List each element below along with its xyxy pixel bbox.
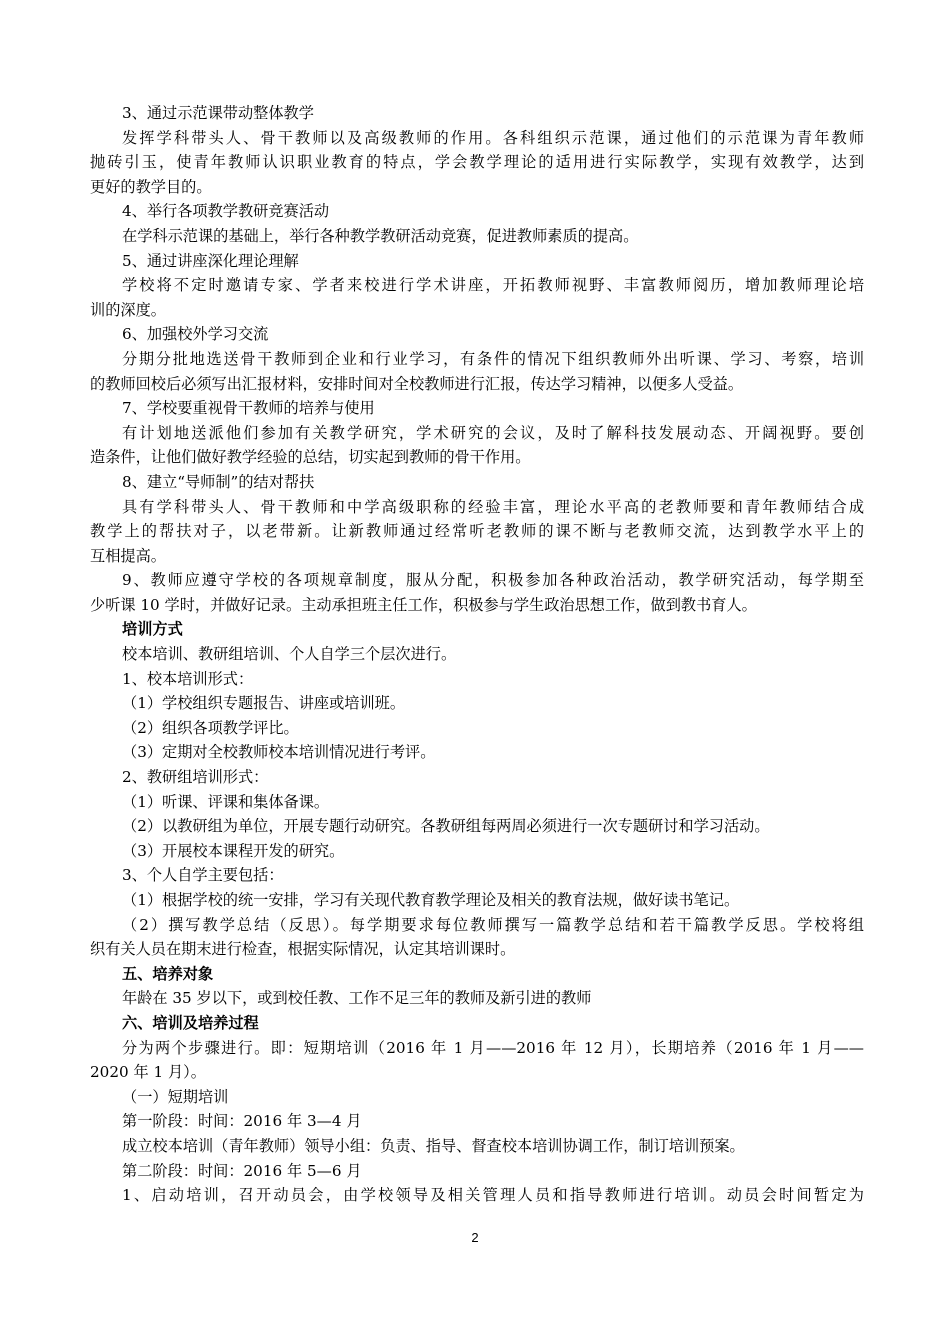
text-line: 织有关人员在期末进行检查，根据实际情况，认定其培训课时。 [90, 940, 516, 959]
text-line: 有计划地送派他们参加有关教学研究，学术研究的会议，及时了解科技发展动态、开阔视野。要创 [122, 423, 864, 442]
text-line: 2020 年 1 月）。 [90, 1063, 206, 1082]
text-line: 年龄在 35 岁以下，或到校任教、工作不足三年的教师及新引进的教师 [122, 989, 592, 1008]
text-line: 第一阶段：时间：2016 年 3—4 月 [122, 1112, 362, 1131]
text-line: 训的深度。 [90, 300, 166, 319]
section-heading: 培训方式 [122, 620, 183, 639]
text-line: 在学科示范课的基础上，举行各种教学教研活动竞赛，促进教师素质的提高。 [122, 226, 639, 245]
text-line: （3）定期对全校教师校本培训情况进行考评。 [122, 743, 436, 762]
text-line: 具有学科带头人、骨干教师和中学高级职称的经验丰富，理论水平高的老教师要和青年教师结合成 [122, 497, 864, 516]
text-line: 3、通过示范课带动整体教学 [122, 104, 314, 122]
section-heading: 五、培养对象 [122, 964, 214, 983]
text-line: （1）学校组织专题报告、讲座或培训班。 [122, 694, 406, 713]
text-line: 6、加强校外学习交流 [122, 325, 269, 344]
text-line: 更好的教学目的。 [90, 177, 212, 196]
text-line: 成立校本培训（青年教师）领导小组：负责、指导、督查校本培训协调工作，制订培训预案。 [122, 1136, 745, 1155]
text-line: 抛砖引玉，使青年教师认识职业教育的特点，学会教学理论的适用进行实际教学，实现有效教学，达到 [90, 153, 864, 172]
text-line: （2）撰写教学总结（反思）。每学期要求每位教师撰写一篇教学总结和若干篇教学反思。学校将组 [122, 915, 864, 934]
text-line: 发挥学科带头人、骨干教师以及高级教师的作用。各科组织示范课，通过他们的示范课为青年教师 [122, 128, 864, 147]
document-body [90, 101, 864, 1208]
text-line: 互相提高。 [90, 546, 166, 565]
text-line: 9、教师应遵守学校的各项规章制度，服从分配，积极参加各种政治活动，教学研究活动，每学期至 [122, 571, 864, 590]
text-line: 1、校本培训形式： [122, 669, 254, 688]
text-line: 的教师回校后必须写出汇报材料，安排时间对全校教师进行汇报，传达学习精神，以便多人受益。 [90, 374, 744, 393]
text-line: 造条件，让他们做好教学经验的总结，切实起到教师的骨干作用。 [90, 448, 531, 467]
text-line: （3）开展校本课程开发的研究。 [122, 841, 345, 860]
text-line: 分为两个步骤进行。即：短期培训（2016 年 1 月——2016 年 12 月），长期培养（2016 年 1 月—— [122, 1038, 864, 1057]
text-line: 2、教研组培训形式： [122, 768, 269, 787]
text-line: 3、个人自学主要包括： [122, 866, 284, 885]
page-number: 2 [471, 1230, 479, 1245]
text-line: 1、启动培训，召开动员会，由学校领导及相关管理人员和指导教师进行培训。动员会时间暂定为 [122, 1186, 864, 1205]
section-heading: 六、培训及培养过程 [122, 1013, 259, 1032]
text-line: 少听课 10 学时，并做好记录。主动承担班主任工作，积极参与学生政治思想工作，做到教书育人。 [90, 595, 757, 614]
text-line: 7、学校要重视骨干教师的培养与使用 [122, 399, 375, 418]
text-line: （1）听课、评课和集体备课。 [122, 792, 330, 811]
text-line: 教学上的帮扶对子，以老带新。让新教师通过经常听老教师的课不断与老教师交流，达到教学水平上的 [90, 522, 864, 541]
text-line: 4、举行各项教学教研竞赛活动 [122, 202, 330, 221]
text-line: 学校将不定时邀请专家、学者来校进行学术讲座，开拓教师视野、丰富教师阅历，增加教师理论培 [122, 276, 864, 295]
text-line: 分期分批地选送骨干教师到企业和行业学习，有条件的情况下组织教师外出听课、学习、考察，培训 [122, 349, 864, 368]
text-line: 第二阶段：时间：2016 年 5—6 月 [122, 1161, 362, 1180]
text-line: （一）短期培训 [122, 1087, 229, 1106]
text-line: 校本培训、教研组培训、个人自学三个层次进行。 [122, 645, 457, 664]
text-line: 5、通过讲座深化理论理解 [122, 251, 299, 270]
text-line: 8、建立“导师制”的结对帮扶 [122, 472, 315, 491]
text-line: （1）根据学校的统一安排，学习有关现代教育教学理论及相关的教育法规，做好读书笔记。 [122, 891, 740, 909]
text-line: （2）以教研组为单位，开展专题行动研究。各教研组每两周必须进行一次专题研讨和学习活动。 [122, 817, 770, 836]
text-line: （2）组织各项教学评比。 [122, 718, 299, 737]
